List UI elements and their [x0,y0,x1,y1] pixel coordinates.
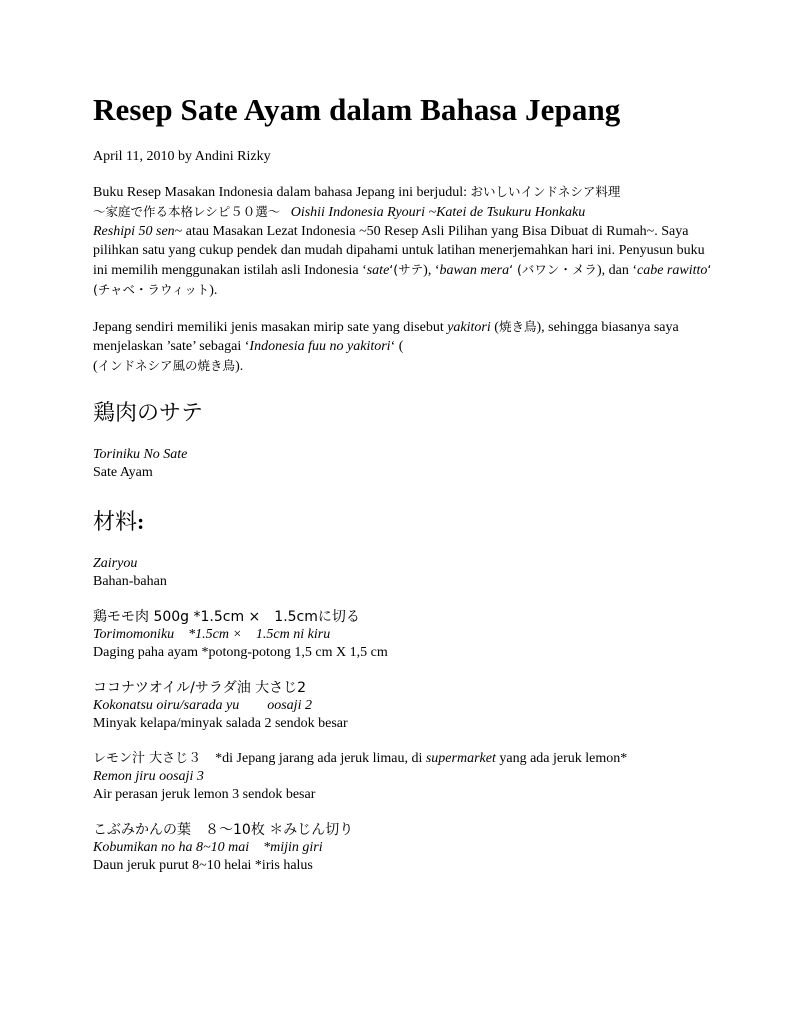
ingredient-romaji: Torimomoniku *1.5cm × 1.5cm ni kiru [93,627,331,642]
ingredient-romaji: Kokonatsu oiru/sarada yu oosaji 2 [93,698,312,713]
p2-text-4: ‘ ( [390,339,404,354]
recipe-heading-meaning: Sate Ayam [93,465,153,480]
intro-text-4: ), dan ‘ [596,263,637,278]
intro-romaji-title-1: Oishii Indonesia Ryouri ~Katei de Tsukuru Honkaku [290,205,586,220]
ingredient-indonesian: Air perasan jeruk lemon 3 sendok besar [93,787,316,802]
recipe-heading-romaji: Toriniku No Sate [93,447,188,462]
intro-jp-title-2: ～家庭で作る本格レシピ５０選～ [93,204,281,219]
ingredient-jp-with-note [93,750,713,768]
ingredient-indonesian: Daging paha ayam *potong-potong 1,5 cm X 1,5 cm [93,645,388,660]
ingredient-indonesian: Daun jeruk purut 8~10 helai *iris halus [93,858,313,873]
p2-text-5: ). [235,359,244,374]
p2-text-2: ( [490,320,499,335]
ingredient-romaji: Remon jiru oosaji 3 [93,769,204,784]
article-title: Resep Sate Ayam dalam Bahasa Jepang [93,92,621,127]
intro-romaji-title-2: Reshipi 50 sen [93,224,175,239]
term-sate-jp: ‘(サテ [389,262,424,277]
ingredients-heading-block [93,555,713,591]
intro-text-5: ). [209,283,218,298]
ingredient-jp: こぶみかんの葉 ８～10枚 ＊みじん切り [93,822,354,838]
intro-paragraph [93,182,713,300]
ingredients-heading [93,508,713,537]
ingredient-jp: 鶏モモ肉 500g *1.5cm × 1.5cmに切る [93,609,360,625]
ingredient-indonesian: Minyak kelapa/minyak salada 2 sendok besar [93,716,348,731]
intro-text-3: ), ‘ [423,263,440,278]
ingredient-item [93,608,713,662]
term-bawan-jp: ‘ (バワン・メラ [509,262,597,277]
ingredient-jp: レモン汁 大さじ３ [93,751,202,766]
yakitori-paragraph [93,317,713,376]
ingredients-heading-colon: : [137,509,145,534]
ingredient-note-b: yang ada jeruk lemon* [495,751,628,766]
term-cabe-jp: ‘ (チャベ・ラウィット [93,262,712,297]
term-indonesia-fuu: Indonesia fuu no yakitori [249,339,391,354]
intro-text-1: Buku Resep Masakan Indonesia dalam bahasa Jepang ini berjudul: [93,185,471,200]
term-yakitori-jp: 焼き鳥 [498,319,537,334]
intro-text-2: ~ atau Masakan Lezat Indonesia ~50 Resep Asli Pilihan yang Bisa Dibuat di Rumah~. Saya pilihkan satu yang cukup pendek dan mudah dipahami untuk latihan menerjemahkan hari ini. Penyusun buku ini memilih menggunakan istilah asli Indonesia ‘ [93,224,705,278]
ingredient-jp: ココナツオイル/サラダ油 大さじ2 [93,680,307,696]
ingredient-note-italic: supermarket [425,751,496,766]
byline: April 11, 2010 by Andini Rizky [93,149,271,164]
p2-text-1: Jepang sendiri memiliki jenis masakan mirip sate yang disebut [93,320,448,335]
recipe-heading: 鶏肉のサテ [93,401,204,426]
term-bawan: bawan mera [439,263,510,278]
term-sate: sate [366,263,390,278]
term-indonesia-fuu-jp: インドネシア風の焼き鳥 [97,358,236,373]
recipe-heading-block [93,446,713,482]
ingredient-romaji: Kobumikan no ha 8~10 mai *mijin giri [93,840,323,855]
ingredient-item [93,821,713,875]
term-yakitori: yakitori [447,320,491,335]
ingredients-heading-meaning: Bahan-bahan [93,574,167,589]
ingredient-item [93,679,713,733]
ingredient-note-a: *di Jepang jarang ada jeruk limau, di [201,751,426,766]
term-cabe: cabe rawitto [636,263,708,278]
ingredients-heading-text: 材料 [93,510,138,535]
intro-jp-title-1: おいしいインドネシア料理 [470,184,621,199]
p2-open-paren: ( [93,359,98,374]
article [93,92,713,875]
ingredients-heading-romaji: Zairyou [93,556,138,571]
p2-text-3: ), sehingga biasanya saya menjelaskan ’sate’ sebagai ‘ [93,320,679,354]
ingredient-item [93,750,713,804]
